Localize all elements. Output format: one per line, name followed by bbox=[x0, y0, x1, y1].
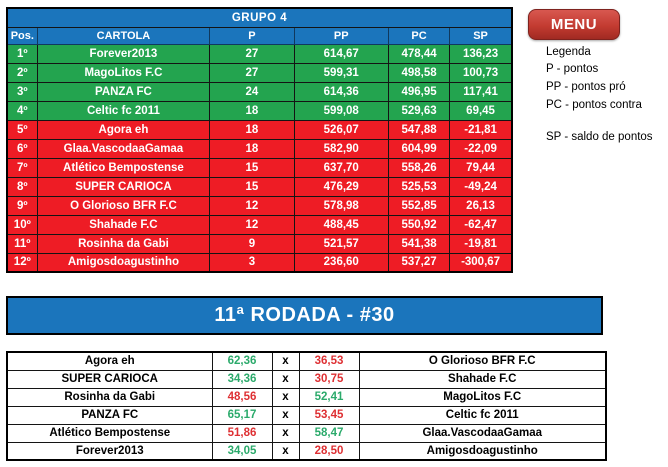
cell-home-team[interactable]: Forever2013 bbox=[7, 442, 212, 460]
header-cell-pp[interactable]: PP bbox=[294, 27, 388, 44]
cell-position[interactable]: 3º bbox=[7, 82, 37, 101]
cell-team-name[interactable]: Glaa.VascodaaGamaa bbox=[37, 139, 210, 158]
legend-item: PP - pontos pró bbox=[546, 81, 626, 93]
cell-position[interactable]: 8º bbox=[7, 177, 37, 196]
cell-away-score[interactable]: 36,53 bbox=[299, 352, 359, 370]
cell-points-contra[interactable]: 525,53 bbox=[388, 177, 449, 196]
cell-away-team[interactable]: MagoLitos F.C bbox=[359, 388, 606, 406]
cell-points[interactable]: 18 bbox=[210, 120, 294, 139]
cell-points[interactable]: 3 bbox=[210, 253, 294, 272]
cell-points-balance[interactable]: 69,45 bbox=[450, 101, 512, 120]
round-banner[interactable]: 11ª RODADA - #30 bbox=[6, 296, 603, 335]
cell-away-team[interactable]: Amigosdoagustinho bbox=[359, 442, 606, 460]
cell-points[interactable]: 27 bbox=[210, 63, 294, 82]
cell-points[interactable]: 12 bbox=[210, 215, 294, 234]
cell-points[interactable]: 24 bbox=[210, 82, 294, 101]
cell-points[interactable]: 9 bbox=[210, 234, 294, 253]
cell-versus[interactable]: x bbox=[272, 424, 299, 442]
table-row bbox=[7, 215, 512, 234]
cell-home-team[interactable]: SUPER CARIOCA bbox=[7, 370, 212, 388]
cell-points-contra[interactable]: 498,58 bbox=[388, 63, 449, 82]
cell-team-name[interactable]: Forever2013 bbox=[37, 44, 210, 63]
table-row bbox=[7, 158, 512, 177]
cell-points-pro[interactable]: 599,08 bbox=[294, 101, 388, 120]
cell-position[interactable]: 6º bbox=[7, 139, 37, 158]
group-title[interactable]: GRUPO 4 bbox=[7, 8, 512, 27]
cell-points-balance[interactable]: 100,73 bbox=[450, 63, 512, 82]
table-row bbox=[7, 234, 512, 253]
cell-team-name[interactable]: MagoLitos F.C bbox=[37, 63, 210, 82]
legend-item: PC - pontos contra bbox=[546, 99, 642, 111]
cell-points[interactable]: 18 bbox=[210, 101, 294, 120]
cell-versus[interactable]: x bbox=[272, 352, 299, 370]
cell-position[interactable]: 10º bbox=[7, 215, 37, 234]
cell-position[interactable]: 1º bbox=[7, 44, 37, 63]
cell-points-balance[interactable]: -300,67 bbox=[450, 253, 512, 272]
cell-points[interactable]: 15 bbox=[210, 177, 294, 196]
cell-versus[interactable]: x bbox=[272, 442, 299, 460]
cell-points[interactable]: 18 bbox=[210, 139, 294, 158]
cell-team-name[interactable]: Rosinha da Gabi bbox=[37, 234, 210, 253]
match-row bbox=[7, 370, 606, 388]
cell-points-pro[interactable]: 476,29 bbox=[294, 177, 388, 196]
cell-position[interactable]: 2º bbox=[7, 63, 37, 82]
cell-home-score[interactable]: 34,05 bbox=[212, 442, 272, 460]
table-row bbox=[7, 253, 512, 272]
match-row bbox=[7, 424, 606, 442]
group-table-body bbox=[7, 44, 512, 272]
cell-points-balance[interactable]: -19,81 bbox=[450, 234, 512, 253]
table-row bbox=[7, 139, 512, 158]
header-cell-p[interactable]: P bbox=[210, 27, 294, 44]
cell-position[interactable]: 11º bbox=[7, 234, 37, 253]
cell-points-pro[interactable]: 582,90 bbox=[294, 139, 388, 158]
cell-points-contra[interactable]: 529,63 bbox=[388, 101, 449, 120]
legend-item: SP - saldo de pontos bbox=[546, 131, 653, 143]
table-row bbox=[7, 177, 512, 196]
cell-points-balance[interactable]: 136,23 bbox=[450, 44, 512, 63]
cell-points-pro[interactable]: 614,67 bbox=[294, 44, 388, 63]
cell-points[interactable]: 12 bbox=[210, 196, 294, 215]
cell-home-team[interactable]: PANZA FC bbox=[7, 406, 212, 424]
cell-points-pro[interactable]: 521,57 bbox=[294, 234, 388, 253]
cell-points-contra[interactable]: 537,27 bbox=[388, 253, 449, 272]
legend-title: Legenda bbox=[546, 46, 591, 58]
cell-away-team[interactable]: Glaa.VascodaaGamaa bbox=[359, 424, 606, 442]
header-cell-pc[interactable]: PC bbox=[388, 27, 449, 44]
cell-points-balance[interactable]: -49,24 bbox=[450, 177, 512, 196]
cell-team-name[interactable]: PANZA FC bbox=[37, 82, 210, 101]
cell-points-balance[interactable]: 117,41 bbox=[450, 82, 512, 101]
cell-position[interactable]: 12º bbox=[7, 253, 37, 272]
group-table-header-row bbox=[7, 27, 512, 44]
cell-points-contra[interactable]: 558,26 bbox=[388, 158, 449, 177]
cell-points-pro[interactable]: 599,31 bbox=[294, 63, 388, 82]
table-row bbox=[7, 120, 512, 139]
cell-team-name[interactable]: Celtic fc 2011 bbox=[37, 101, 210, 120]
header-cell-team[interactable]: CARTOLA bbox=[37, 27, 210, 44]
cell-position[interactable]: 5º bbox=[7, 120, 37, 139]
cell-team-name[interactable]: Agora eh bbox=[37, 120, 210, 139]
cell-home-team[interactable]: Atlético Bempostense bbox=[7, 424, 212, 442]
cell-away-score[interactable]: 53,45 bbox=[299, 406, 359, 424]
cell-home-score[interactable]: 48,56 bbox=[212, 388, 272, 406]
group-table bbox=[6, 7, 513, 273]
cell-team-name[interactable]: Amigosdoagustinho bbox=[37, 253, 210, 272]
cell-points-contra[interactable]: 547,88 bbox=[388, 120, 449, 139]
cell-points-contra[interactable]: 496,95 bbox=[388, 82, 449, 101]
cell-away-score[interactable]: 52,41 bbox=[299, 388, 359, 406]
cell-points-contra[interactable]: 604,99 bbox=[388, 139, 449, 158]
cell-versus[interactable]: x bbox=[272, 388, 299, 406]
cell-position[interactable]: 4º bbox=[7, 101, 37, 120]
table-row bbox=[7, 44, 512, 63]
cell-away-score[interactable]: 28,50 bbox=[299, 442, 359, 460]
cell-points-pro[interactable]: 488,45 bbox=[294, 215, 388, 234]
cell-home-score[interactable]: 62,36 bbox=[212, 352, 272, 370]
matches-table-body bbox=[7, 352, 606, 460]
table-row bbox=[7, 101, 512, 120]
matches-table bbox=[6, 351, 607, 461]
cell-points-contra[interactable]: 478,44 bbox=[388, 44, 449, 63]
table-row bbox=[7, 196, 512, 215]
legend bbox=[546, 46, 653, 148]
cell-points-contra[interactable]: 552,85 bbox=[388, 196, 449, 215]
header-cell-pos[interactable]: Pos. bbox=[7, 27, 37, 44]
cell-team-name[interactable]: Atlético Bempostense bbox=[37, 158, 210, 177]
cell-points-pro[interactable]: 637,70 bbox=[294, 158, 388, 177]
legend-item: P - pontos bbox=[546, 63, 599, 75]
cell-away-score[interactable]: 58,47 bbox=[299, 424, 359, 442]
cell-points[interactable]: 15 bbox=[210, 158, 294, 177]
cell-home-score[interactable]: 51,86 bbox=[212, 424, 272, 442]
cell-points-balance[interactable]: -21,81 bbox=[450, 120, 512, 139]
cell-home-team[interactable]: Agora eh bbox=[7, 352, 212, 370]
cell-points[interactable]: 27 bbox=[210, 44, 294, 63]
cell-team-name[interactable]: SUPER CARIOCA bbox=[37, 177, 210, 196]
cell-position[interactable]: 9º bbox=[7, 196, 37, 215]
cell-points-balance[interactable]: -62,47 bbox=[450, 215, 512, 234]
match-row bbox=[7, 388, 606, 406]
match-row bbox=[7, 406, 606, 424]
cell-points-pro[interactable]: 614,36 bbox=[294, 82, 388, 101]
cell-home-score[interactable]: 65,17 bbox=[212, 406, 272, 424]
menu-button[interactable]: MENU bbox=[528, 9, 620, 40]
table-row bbox=[7, 82, 512, 101]
cell-points-balance[interactable]: -22,09 bbox=[450, 139, 512, 158]
cell-home-team[interactable]: Rosinha da Gabi bbox=[7, 388, 212, 406]
cell-away-team[interactable]: Shahade F.C bbox=[359, 370, 606, 388]
cell-points-contra[interactable]: 550,92 bbox=[388, 215, 449, 234]
cell-away-team[interactable]: O Glorioso BFR F.C bbox=[359, 352, 606, 370]
cell-versus[interactable]: x bbox=[272, 406, 299, 424]
match-row bbox=[7, 442, 606, 460]
cell-home-score[interactable]: 34,36 bbox=[212, 370, 272, 388]
cell-away-score[interactable]: 30,75 bbox=[299, 370, 359, 388]
cell-team-name[interactable]: Shahade F.C bbox=[37, 215, 210, 234]
cell-team-name[interactable]: O Glorioso BFR F.C bbox=[37, 196, 210, 215]
cell-versus[interactable]: x bbox=[272, 370, 299, 388]
cell-points-balance[interactable]: 26,13 bbox=[450, 196, 512, 215]
cell-points-pro[interactable]: 236,60 bbox=[294, 253, 388, 272]
cell-points-balance[interactable]: 79,44 bbox=[450, 158, 512, 177]
cell-points-contra[interactable]: 541,38 bbox=[388, 234, 449, 253]
cell-position[interactable]: 7º bbox=[7, 158, 37, 177]
cell-away-team[interactable]: Celtic fc 2011 bbox=[359, 406, 606, 424]
header-cell-sp[interactable]: SP bbox=[450, 27, 512, 44]
cell-points-pro[interactable]: 526,07 bbox=[294, 120, 388, 139]
cell-points-pro[interactable]: 578,98 bbox=[294, 196, 388, 215]
table-row bbox=[7, 63, 512, 82]
match-row bbox=[7, 352, 606, 370]
